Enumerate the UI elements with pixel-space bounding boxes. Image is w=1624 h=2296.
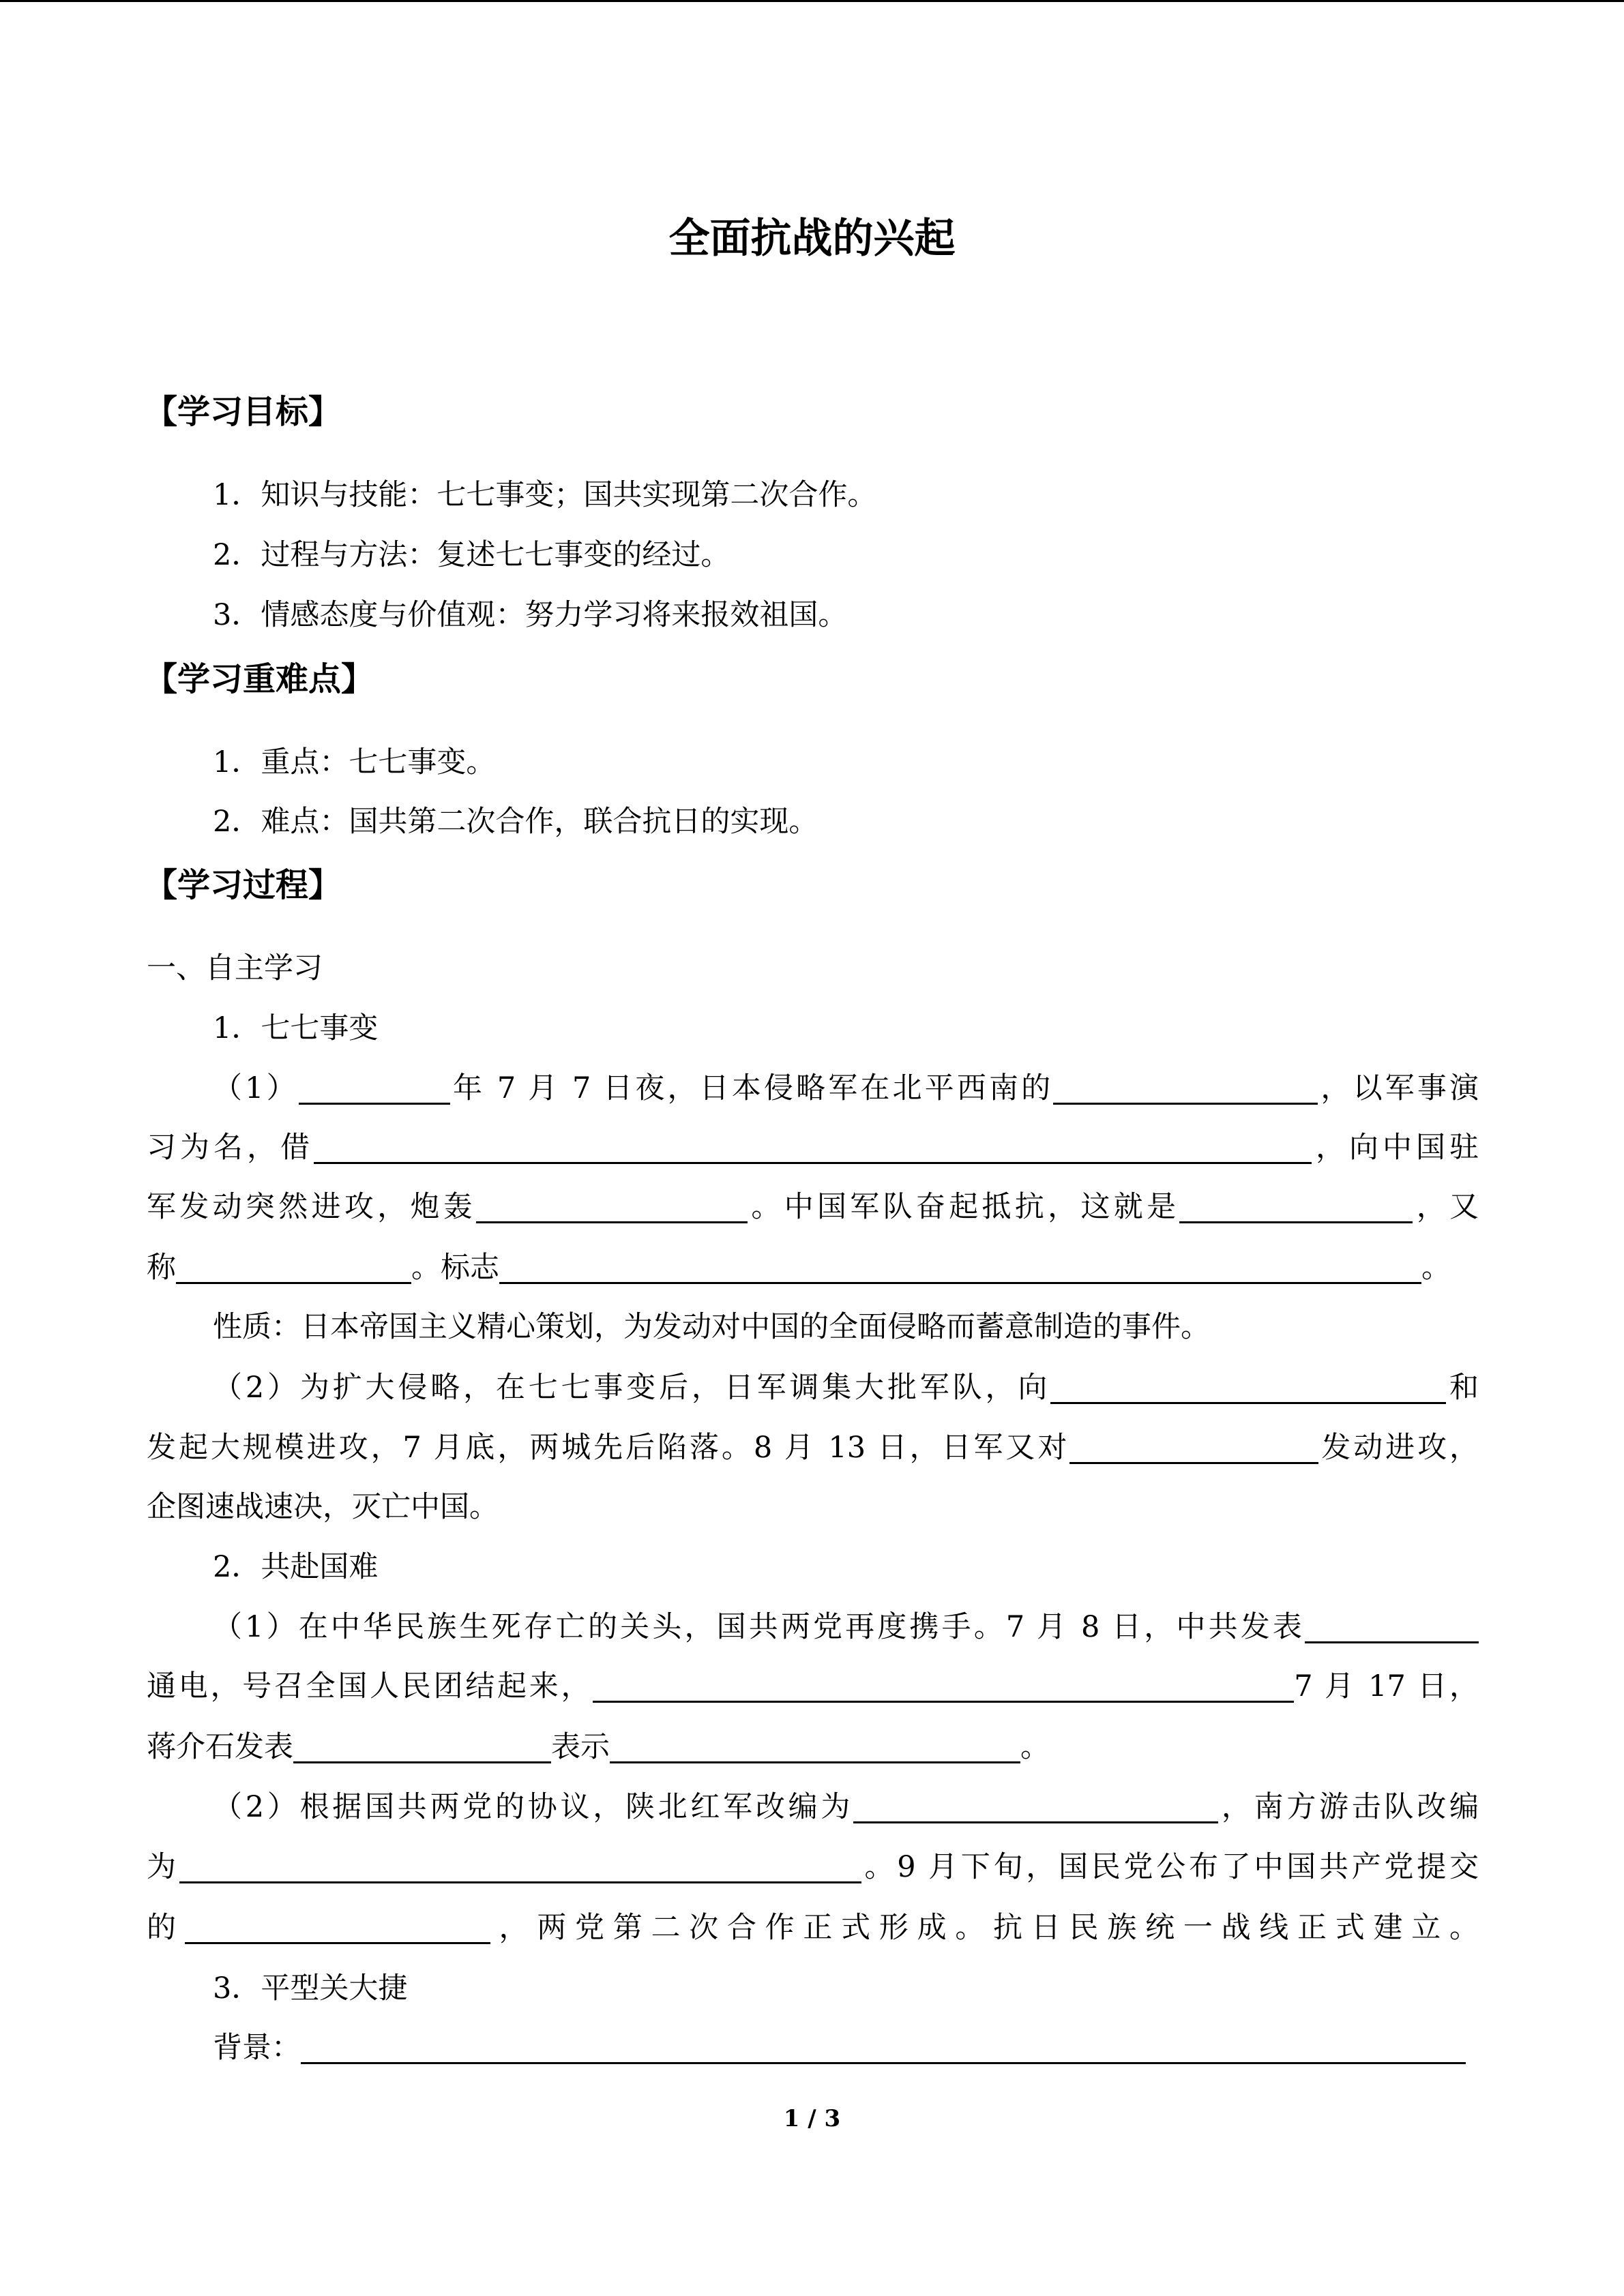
answer-blank[interactable] [499,1251,1421,1284]
answer-blank[interactable] [1053,1071,1318,1105]
fill-line: （2）根据国共两党的协议，陕北红军改编为 ，南方游击队改编 [213,1790,1479,1824]
section-heading-keypoints: 【学习重难点】 [145,660,374,698]
fill-line: 的 ，两党第二次合作正式形成。抗日民族统一战线正式建立。 [147,1911,1479,1945]
answer-blank[interactable] [1050,1371,1446,1404]
fill-line: 习为名，借 ，向中国驻 [147,1131,1479,1165]
answer-blank[interactable] [301,2031,1466,2064]
nature-text: 性质：日本帝国主义精心策划，为发动对中国的全面侵略而蓄意制造的事件。 [213,1310,1210,1344]
answer-blank[interactable] [1305,1610,1479,1643]
subsection-title-july7: 1．七七事变 [213,1011,379,1045]
fill-line: 背景： [213,2027,1479,2068]
top-border-rule [0,0,1624,2]
fill-line: 发起大规模进攻，7 月底，两城先后陷落。8 月 13 日，日军又对 发动进攻， [147,1431,1479,1465]
answer-blank[interactable] [299,1071,450,1105]
fill-line: 蒋介石发表 表示 。 [147,1730,1050,1764]
answer-blank[interactable] [610,1730,1020,1763]
fill-line: （1） 年 7 月 7 日夜，日本侵略军在北平西南的 ，以军事演 [213,1071,1479,1105]
fill-line: 通电，号召全国人民团结起来， 7 月 17 日， [147,1669,1479,1703]
answer-blank[interactable] [1069,1431,1318,1464]
page-title: 全面抗战的兴起 [668,215,956,263]
answer-blank[interactable] [476,1190,748,1223]
page-number: 1 / 3 [783,2105,841,2132]
section-heading-objectives: 【学习目标】 [145,393,342,431]
fill-line: （2）为扩大侵略，在七七事变后，日军调集大批军队，向 和 [213,1371,1479,1405]
part-heading-self-study: 一、自主学习 [147,951,323,985]
objective-item: 3．情感态度与价值观：努力学习将来报效祖国。 [213,598,848,632]
answer-blank[interactable] [1179,1190,1413,1223]
text-line: 企图速战速决，灭亡中国。 [147,1490,499,1524]
fill-line: 军发动突然进攻，炮轰 。中国军队奋起抵抗，这就是 ，又 [147,1190,1479,1224]
subsection-title-pingxingguan: 3．平型关大捷 [213,1971,408,2006]
answer-blank[interactable] [176,1251,411,1284]
objective-item: 1．知识与技能：七七事变；国共实现第二次合作。 [213,478,877,512]
section-heading-process: 【学习过程】 [145,866,342,904]
answer-blank[interactable] [593,1669,1294,1703]
subsection-title-national-crisis: 2．共赴国难 [213,1550,379,1584]
keypoint-item: 1．重点：七七事变。 [213,745,496,779]
answer-blank[interactable] [185,1911,490,1944]
keypoint-item: 2．难点：国共第二次合作，联合抗日的实现。 [213,805,818,839]
answer-blank[interactable] [179,1850,861,1883]
answer-blank[interactable] [293,1730,551,1763]
fill-line: （1）在中华民族生死存亡的关头，国共两党再度携手。7 月 8 日，中共发表 [213,1607,1479,1648]
fill-line: 称 。标志 。 [147,1251,1451,1285]
answer-blank[interactable] [314,1131,1312,1164]
answer-blank[interactable] [853,1790,1218,1823]
objective-item: 2．过程与方法：复述七七事变的经过。 [213,538,730,572]
fill-line: 为 。9 月下旬，国民党公布了中国共产党提交 [147,1850,1479,1884]
